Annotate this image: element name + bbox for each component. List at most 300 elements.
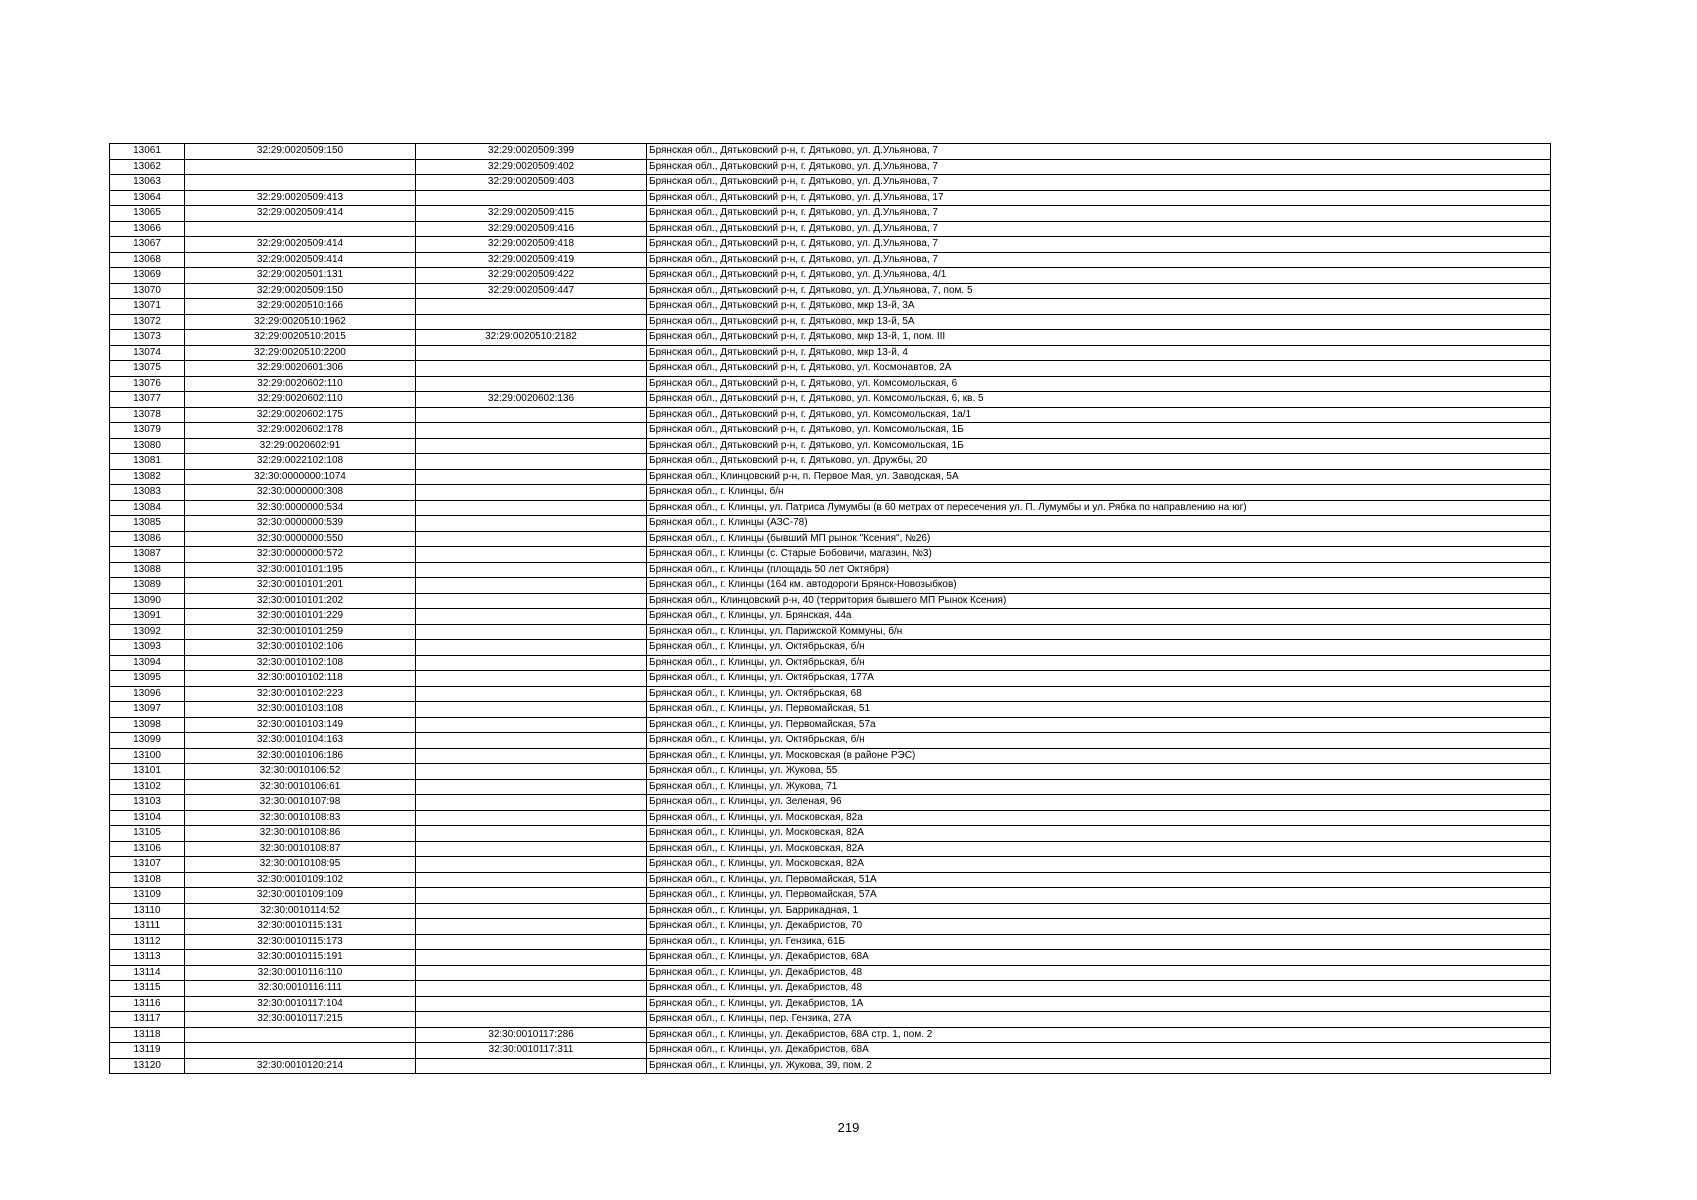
row-number-cell: 13069 [110,268,185,284]
sub-cadastral-number-cell [416,578,647,594]
cadastral-number-cell: 32:30:0010108:95 [185,857,416,873]
table-row [110,314,1551,330]
sub-cadastral-number-cell [416,826,647,842]
table-row [110,578,1551,594]
sub-cadastral-number-cell: 32:29:0020509:399 [416,144,647,160]
table-row [110,872,1551,888]
address-cell: Брянская обл., г. Клинцы, ул. Декабристов, 68А стр. 1, пом. 2 [647,1027,1551,1043]
row-number-cell: 13084 [110,500,185,516]
sub-cadastral-number-cell: 32:29:0020509:422 [416,268,647,284]
cadastral-number-cell: 32:29:0020509:150 [185,144,416,160]
sub-cadastral-number-cell [416,407,647,423]
cadastral-number-cell: 32:29:0020509:414 [185,206,416,222]
sub-cadastral-number-cell [416,190,647,206]
table-row [110,485,1551,501]
address-cell: Брянская обл., Дятьковский р-н, г. Дятьково, ул. Д.Ульянова, 4/1 [647,268,1551,284]
sub-cadastral-number-cell [416,593,647,609]
row-number-cell: 13099 [110,733,185,749]
sub-cadastral-number-cell [416,345,647,361]
row-number-cell: 13104 [110,810,185,826]
sub-cadastral-number-cell [416,299,647,315]
table-row [110,857,1551,873]
sub-cadastral-number-cell [416,779,647,795]
table-row [110,531,1551,547]
sub-cadastral-number-cell [416,547,647,563]
sub-cadastral-number-cell [416,469,647,485]
sub-cadastral-number-cell [416,1012,647,1028]
cadastral-number-cell [185,1027,416,1043]
table-row [110,190,1551,206]
table-row [110,779,1551,795]
cadastral-number-cell: 32:30:0010106:52 [185,764,416,780]
cadastral-number-cell: 32:30:0010101:229 [185,609,416,625]
address-cell: Брянская обл., г. Клинцы, ул. Первомайская, 51А [647,872,1551,888]
table-row [110,609,1551,625]
row-number-cell: 13118 [110,1027,185,1043]
cadastral-number-cell: 32:30:0010107:98 [185,795,416,811]
row-number-cell: 13085 [110,516,185,532]
sub-cadastral-number-cell [416,454,647,470]
row-number-cell: 13072 [110,314,185,330]
cadastral-number-cell: 32:30:0010101:201 [185,578,416,594]
cadastral-number-cell: 32:29:0020510:2015 [185,330,416,346]
cadastral-number-cell [185,159,416,175]
table-row [110,624,1551,640]
page-number: 219 [837,1120,860,1135]
cadastral-number-cell: 32:30:0010104:163 [185,733,416,749]
sub-cadastral-number-cell [416,361,647,377]
address-cell: Брянская обл., г. Клинцы, пер. Гензика, 27А [647,1012,1551,1028]
sub-cadastral-number-cell [416,516,647,532]
table-row [110,206,1551,222]
address-cell: Брянская обл., г. Клинцы, ул. Московская, 82А [647,826,1551,842]
row-number-cell: 13073 [110,330,185,346]
cadastral-number-cell: 32:30:0010101:202 [185,593,416,609]
row-number-cell: 13064 [110,190,185,206]
cadastral-number-cell: 32:30:0010106:61 [185,779,416,795]
table-row [110,252,1551,268]
sub-cadastral-number-cell [416,376,647,392]
row-number-cell: 13109 [110,888,185,904]
cadastral-number-cell: 32:30:0010115:131 [185,919,416,935]
cadastral-number-cell: 32:29:0020509:413 [185,190,416,206]
row-number-cell: 13089 [110,578,185,594]
table-row [110,221,1551,237]
table-row [110,159,1551,175]
row-number-cell: 13091 [110,609,185,625]
row-number-cell: 13094 [110,655,185,671]
sub-cadastral-number-cell: 32:30:0010117:286 [416,1027,647,1043]
cadastral-number-cell: 32:30:0010116:111 [185,981,416,997]
sub-cadastral-number-cell [416,686,647,702]
row-number-cell: 13086 [110,531,185,547]
row-number-cell: 13066 [110,221,185,237]
address-cell: Брянская обл., г. Клинцы, ул. Октябрьская, б/н [647,655,1551,671]
row-number-cell: 13081 [110,454,185,470]
row-number-cell: 13117 [110,1012,185,1028]
row-number-cell: 13088 [110,562,185,578]
cadastral-number-cell: 32:29:0020601:306 [185,361,416,377]
row-number-cell: 13120 [110,1058,185,1074]
cadastral-number-cell: 32:30:0010120:214 [185,1058,416,1074]
address-cell: Брянская обл., г. Клинцы, ул. Первомайская, 57А [647,888,1551,904]
sub-cadastral-number-cell [416,702,647,718]
row-number-cell: 13077 [110,392,185,408]
table-row [110,500,1551,516]
sub-cadastral-number-cell [416,965,647,981]
address-cell: Брянская обл., Клинцовский р-н, 40 (территория бывшего МП Рынок Ксения) [647,593,1551,609]
cadastral-number-cell: 32:30:0010117:104 [185,996,416,1012]
address-cell: Брянская обл., Дятьковский р-н, г. Дятьково, ул. Комсомольская, 6 [647,376,1551,392]
row-number-cell: 13082 [110,469,185,485]
sub-cadastral-number-cell [416,919,647,935]
cadastral-number-cell: 32:30:0010115:173 [185,934,416,950]
table-row [110,903,1551,919]
sub-cadastral-number-cell [416,438,647,454]
cadastral-number-cell: 32:30:0010101:195 [185,562,416,578]
property-register-table [109,143,1551,1074]
address-cell: Брянская обл., Дятьковский р-н, г. Дятьково, мкр 13-й, 5А [647,314,1551,330]
address-cell: Брянская обл., Дятьковский р-н, г. Дятьково, ул. Комсомольская, 1Б [647,438,1551,454]
row-number-cell: 13102 [110,779,185,795]
row-number-cell: 13106 [110,841,185,857]
address-cell: Брянская обл., Дятьковский р-н, г. Дятьково, ул. Д.Ульянова, 7 [647,221,1551,237]
row-number-cell: 13110 [110,903,185,919]
row-number-cell: 13068 [110,252,185,268]
sub-cadastral-number-cell [416,609,647,625]
row-number-cell: 13061 [110,144,185,160]
table-row [110,593,1551,609]
row-number-cell: 13063 [110,175,185,191]
row-number-cell: 13092 [110,624,185,640]
table-row [110,469,1551,485]
cadastral-number-cell: 32:30:0010108:86 [185,826,416,842]
sub-cadastral-number-cell [416,423,647,439]
sub-cadastral-number-cell: 32:29:0020509:415 [416,206,647,222]
cadastral-number-cell: 32:30:0010109:109 [185,888,416,904]
address-cell: Брянская обл., г. Клинцы, ул. Московская, 82а [647,810,1551,826]
table-row [110,764,1551,780]
table-row [110,330,1551,346]
row-number-cell: 13078 [110,407,185,423]
address-cell: Брянская обл., г. Клинцы, ул. Октябрьская, б/н [647,733,1551,749]
row-number-cell: 13067 [110,237,185,253]
row-number-cell: 13105 [110,826,185,842]
cadastral-number-cell: 32:30:0000000:550 [185,531,416,547]
sub-cadastral-number-cell [416,795,647,811]
address-cell: Брянская обл., Клинцовский р-н, п. Первое Мая, ул. Заводская, 5А [647,469,1551,485]
sub-cadastral-number-cell [416,733,647,749]
address-cell: Брянская обл., г. Клинцы, ул. Первомайская, 57а [647,717,1551,733]
row-number-cell: 13115 [110,981,185,997]
address-cell: Брянская обл., Дятьковский р-н, г. Дятьково, ул. Д.Ульянова, 7 [647,252,1551,268]
sub-cadastral-number-cell [416,934,647,950]
table-row [110,175,1551,191]
table-row [110,392,1551,408]
address-cell: Брянская обл., Дятьковский р-н, г. Дятьково, ул. Комсомольская, 1а/1 [647,407,1551,423]
sub-cadastral-number-cell [416,671,647,687]
cadastral-number-cell: 32:30:0010108:87 [185,841,416,857]
table-row [110,733,1551,749]
table-row [110,376,1551,392]
address-cell: Брянская обл., Дятьковский р-н, г. Дятьково, ул. Космонавтов, 2А [647,361,1551,377]
table-row [110,826,1551,842]
address-cell: Брянская обл., г. Клинцы, ул. Октябрьская, 68 [647,686,1551,702]
row-number-cell: 13113 [110,950,185,966]
cadastral-number-cell: 32:30:0000000:1074 [185,469,416,485]
table-row [110,438,1551,454]
table-row [110,841,1551,857]
address-cell: Брянская обл., г. Клинцы, ул. Жукова, 71 [647,779,1551,795]
sub-cadastral-number-cell [416,531,647,547]
row-number-cell: 13116 [110,996,185,1012]
cadastral-number-cell: 32:29:0020602:110 [185,376,416,392]
row-number-cell: 13100 [110,748,185,764]
sub-cadastral-number-cell: 32:29:0020509:402 [416,159,647,175]
table-row [110,996,1551,1012]
sub-cadastral-number-cell [416,810,647,826]
table-row [110,795,1551,811]
sub-cadastral-number-cell: 32:29:0020510:2182 [416,330,647,346]
cadastral-number-cell: 32:30:0010102:118 [185,671,416,687]
cadastral-number-cell: 32:29:0020509:414 [185,252,416,268]
address-cell: Брянская обл., г. Клинцы, ул. Жукова, 55 [647,764,1551,780]
address-cell: Брянская обл., Дятьковский р-н, г. Дятьково, ул. Дружбы, 20 [647,454,1551,470]
sub-cadastral-number-cell [416,314,647,330]
table-row [110,407,1551,423]
address-cell: Брянская обл., г. Клинцы, ул. Декабристов, 1А [647,996,1551,1012]
table-row [110,640,1551,656]
address-cell: Брянская обл., г. Клинцы, ул. Декабристов, 68А [647,1043,1551,1059]
cadastral-number-cell: 32:29:0020602:175 [185,407,416,423]
address-cell: Брянская обл., Дятьковский р-н, г. Дятьково, ул. Д.Ульянова, 7 [647,144,1551,160]
row-number-cell: 13075 [110,361,185,377]
address-cell: Брянская обл., Дятьковский р-н, г. Дятьково, мкр 13-й, 3А [647,299,1551,315]
address-cell: Брянская обл., Дятьковский р-н, г. Дятьково, мкр 13-й, 1, пом. III [647,330,1551,346]
sub-cadastral-number-cell: 32:30:0010117:311 [416,1043,647,1059]
cadastral-number-cell: 32:30:0000000:539 [185,516,416,532]
cadastral-number-cell: 32:30:0010101:259 [185,624,416,640]
address-cell: Брянская обл., Дятьковский р-н, г. Дятьково, ул. Д.Ульянова, 7 [647,175,1551,191]
table-row [110,655,1551,671]
address-cell: Брянская обл., Дятьковский р-н, г. Дятьково, ул. Д.Ульянова, 7, пом. 5 [647,283,1551,299]
sub-cadastral-number-cell [416,950,647,966]
table-row [110,671,1551,687]
row-number-cell: 13119 [110,1043,185,1059]
sub-cadastral-number-cell [416,655,647,671]
address-cell: Брянская обл., г. Клинцы, б/н [647,485,1551,501]
row-number-cell: 13087 [110,547,185,563]
table-row [110,1043,1551,1059]
cadastral-number-cell: 32:30:0010114:52 [185,903,416,919]
cadastral-number-cell: 32:29:0020510:2200 [185,345,416,361]
sub-cadastral-number-cell [416,764,647,780]
cadastral-number-cell: 32:29:0020510:166 [185,299,416,315]
cadastral-number-cell: 32:30:0010102:223 [185,686,416,702]
address-cell: Брянская обл., г. Клинцы, ул. Парижской Коммуны, б/н [647,624,1551,640]
sub-cadastral-number-cell [416,841,647,857]
cadastral-number-cell: 32:30:0000000:308 [185,485,416,501]
row-number-cell: 13095 [110,671,185,687]
address-cell: Брянская обл., г. Клинцы, ул. Декабристов, 48 [647,981,1551,997]
cadastral-number-cell: 32:30:0000000:572 [185,547,416,563]
address-cell: Брянская обл., г. Клинцы (с. Старые Бобовичи, магазин, №3) [647,547,1551,563]
sub-cadastral-number-cell [416,562,647,578]
table-row [110,1012,1551,1028]
cadastral-number-cell: 32:30:0010117:215 [185,1012,416,1028]
cadastral-number-cell [185,1043,416,1059]
address-cell: Брянская обл., Дятьковский р-н, г. Дятьково, ул. Д.Ульянова, 7 [647,237,1551,253]
address-cell: Брянская обл., г. Клинцы, ул. Московская, 82А [647,857,1551,873]
sub-cadastral-number-cell [416,748,647,764]
sub-cadastral-number-cell: 32:29:0020509:416 [416,221,647,237]
table-row [110,981,1551,997]
row-number-cell: 13079 [110,423,185,439]
address-cell: Брянская обл., г. Клинцы (164 км. автодороги Брянск-Новозыбков) [647,578,1551,594]
row-number-cell: 13112 [110,934,185,950]
table-row [110,1027,1551,1043]
table-row [110,361,1551,377]
table-row [110,919,1551,935]
address-cell: Брянская обл., г. Клинцы, ул. Декабристов, 68А [647,950,1551,966]
table-row [110,748,1551,764]
address-cell: Брянская обл., Дятьковский р-н, г. Дятьково, мкр 13-й, 4 [647,345,1551,361]
table-row [110,423,1551,439]
row-number-cell: 13096 [110,686,185,702]
cadastral-number-cell: 32:29:0020509:150 [185,283,416,299]
table-row [110,562,1551,578]
row-number-cell: 13065 [110,206,185,222]
sub-cadastral-number-cell: 32:29:0020509:447 [416,283,647,299]
address-cell: Брянская обл., г. Клинцы, ул. Патриса Лумумбы (в 60 метрах от пересечения ул. П. Лумумбы и ул. Рябка по направлению на юг) [647,500,1551,516]
sub-cadastral-number-cell [416,717,647,733]
table-row [110,237,1551,253]
sub-cadastral-number-cell: 32:29:0020509:403 [416,175,647,191]
row-number-cell: 13107 [110,857,185,873]
table-row [110,268,1551,284]
sub-cadastral-number-cell [416,888,647,904]
cadastral-number-cell: 32:29:0020602:110 [185,392,416,408]
cadastral-number-cell: 32:29:0020501:131 [185,268,416,284]
address-cell: Брянская обл., г. Клинцы, ул. Жукова, 39, пом. 2 [647,1058,1551,1074]
table-row [110,934,1551,950]
row-number-cell: 13114 [110,965,185,981]
table-row [110,299,1551,315]
cadastral-number-cell: 32:30:0010115:191 [185,950,416,966]
sub-cadastral-number-cell [416,996,647,1012]
row-number-cell: 13111 [110,919,185,935]
cadastral-number-cell: 32:30:0010102:108 [185,655,416,671]
cadastral-number-cell: 32:29:0022102:108 [185,454,416,470]
table-row [110,516,1551,532]
table-row [110,950,1551,966]
row-number-cell: 13101 [110,764,185,780]
row-number-cell: 13108 [110,872,185,888]
table-row [110,454,1551,470]
cadastral-number-cell: 32:30:0000000:534 [185,500,416,516]
row-number-cell: 13090 [110,593,185,609]
cadastral-number-cell [185,175,416,191]
address-cell: Брянская обл., г. Клинцы, ул. Первомайская, 51 [647,702,1551,718]
cadastral-number-cell: 32:30:0010108:83 [185,810,416,826]
cadastral-number-cell: 32:29:0020602:178 [185,423,416,439]
cadastral-number-cell: 32:30:0010103:108 [185,702,416,718]
table-row [110,810,1551,826]
address-cell: Брянская обл., г. Клинцы, ул. Декабристов, 70 [647,919,1551,935]
row-number-cell: 13083 [110,485,185,501]
cadastral-number-cell: 32:29:0020602:91 [185,438,416,454]
address-cell: Брянская обл., г. Клинцы, ул. Брянская, 44а [647,609,1551,625]
row-number-cell: 13074 [110,345,185,361]
cadastral-number-cell: 32:30:0010116:110 [185,965,416,981]
table-row [110,888,1551,904]
address-cell: Брянская обл., г. Клинцы, ул. Октябрьская, б/н [647,640,1551,656]
row-number-cell: 13098 [110,717,185,733]
row-number-cell: 13071 [110,299,185,315]
table-row [110,144,1551,160]
address-cell: Брянская обл., г. Клинцы, ул. Московская (в районе РЭС) [647,748,1551,764]
address-cell: Брянская обл., Дятьковский р-н, г. Дятьково, ул. Д.Ульянова, 7 [647,159,1551,175]
address-cell: Брянская обл., г. Клинцы (АЗС-78) [647,516,1551,532]
address-cell: Брянская обл., г. Клинцы (бывший МП рынок "Ксения", №26) [647,531,1551,547]
sub-cadastral-number-cell [416,903,647,919]
table-row [110,702,1551,718]
row-number-cell: 13076 [110,376,185,392]
table-row [110,965,1551,981]
sub-cadastral-number-cell [416,1058,647,1074]
sub-cadastral-number-cell: 32:29:0020509:419 [416,252,647,268]
cadastral-number-cell: 32:29:0020510:1962 [185,314,416,330]
cadastral-number-cell: 32:30:0010109:102 [185,872,416,888]
row-number-cell: 13093 [110,640,185,656]
address-cell: Брянская обл., Дятьковский р-н, г. Дятьково, ул. Комсомольская, 1Б [647,423,1551,439]
cadastral-number-cell: 32:30:0010103:149 [185,717,416,733]
table-row [110,717,1551,733]
table-row [110,1058,1551,1074]
table-row [110,283,1551,299]
address-cell: Брянская обл., г. Клинцы, ул. Зеленая, 96 [647,795,1551,811]
address-cell: Брянская обл., г. Клинцы, ул. Декабристов, 48 [647,965,1551,981]
address-cell: Брянская обл., г. Клинцы, ул. Октябрьская, 177А [647,671,1551,687]
table-row [110,547,1551,563]
sub-cadastral-number-cell: 32:29:0020509:418 [416,237,647,253]
row-number-cell: 13080 [110,438,185,454]
sub-cadastral-number-cell [416,485,647,501]
sub-cadastral-number-cell [416,640,647,656]
cadastral-number-cell: 32:29:0020509:414 [185,237,416,253]
table-row [110,345,1551,361]
row-number-cell: 13070 [110,283,185,299]
address-cell: Брянская обл., Дятьковский р-н, г. Дятьково, ул. Д.Ульянова, 17 [647,190,1551,206]
sub-cadastral-number-cell [416,981,647,997]
sub-cadastral-number-cell [416,872,647,888]
sub-cadastral-number-cell: 32:29:0020602:136 [416,392,647,408]
address-cell: Брянская обл., г. Клинцы, ул. Баррикадная, 1 [647,903,1551,919]
table-row [110,686,1551,702]
address-cell: Брянская обл., г. Клинцы (площадь 50 лет Октября) [647,562,1551,578]
table-body [110,144,1551,1074]
address-cell: Брянская обл., г. Клинцы, ул. Гензика, 61Б [647,934,1551,950]
sub-cadastral-number-cell [416,500,647,516]
sub-cadastral-number-cell [416,624,647,640]
cadastral-number-cell: 32:30:0010102:106 [185,640,416,656]
row-number-cell: 13062 [110,159,185,175]
cadastral-number-cell [185,221,416,237]
address-cell: Брянская обл., Дятьковский р-н, г. Дятьково, ул. Д.Ульянова, 7 [647,206,1551,222]
cadastral-number-cell: 32:30:0010106:186 [185,748,416,764]
row-number-cell: 13097 [110,702,185,718]
address-cell: Брянская обл., г. Клинцы, ул. Московская, 82А [647,841,1551,857]
